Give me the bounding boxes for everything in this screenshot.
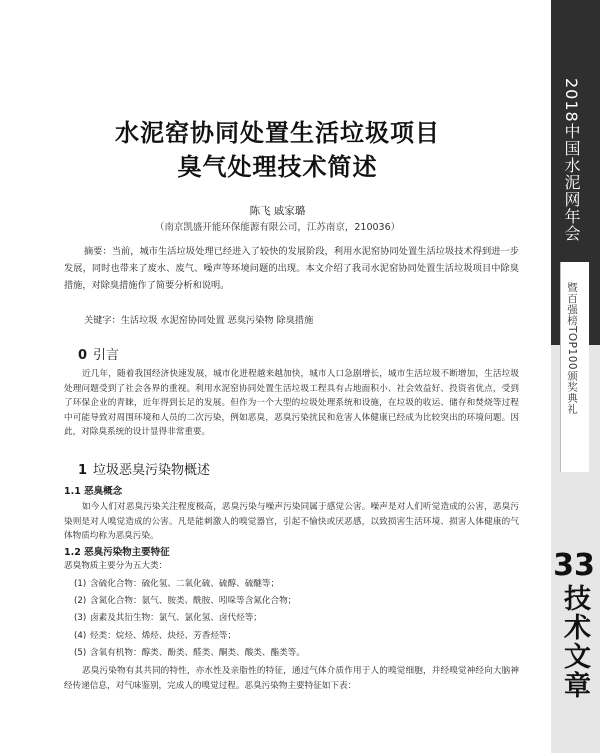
odor-features-paragraph: 恶臭污染物有其共同的特性，亦水性及亲脂性的特征，通过气体介质作用于人的嗅觉细胞，并经嗅觉神经向大脑神经传递信息，对气味鉴别，完成人的嗅觉过程。恶臭污染物主要特征如下表： bbox=[64, 666, 519, 691]
abstract: 摘要：当前，城市生活垃圾处理已经进入了较快的发展阶段，利用水泥窑协同处置生活垃圾技术得到进一步发展，同时也带来了废水、废气、噪声等环境问题的出现。本文介绍了我司水泥窑协同处置生活垃圾项目中除臭措施，对除臭措施作了简要分析和说明。 bbox=[64, 246, 519, 291]
article-title-line1: 水泥窑协同处置生活垃圾项目 bbox=[115, 118, 440, 147]
odor-category-list bbox=[74, 576, 514, 662]
subsection-heading-1-1: 1.1 恶臭概念 bbox=[64, 486, 123, 497]
list-marker: (3) bbox=[74, 613, 87, 624]
list-marker: (1) bbox=[74, 579, 87, 589]
section-title: 垃圾恶臭污染物概述 bbox=[93, 463, 211, 478]
list-item bbox=[74, 576, 514, 593]
section-label: 技术文章 bbox=[559, 584, 590, 700]
odor-concept-paragraph: 如今人们对恶臭污染关注程度极高，恶臭污染与噪声污染同属于感觉公害。噪声是对人们听觉造成的公害，恶臭污染则是对人嗅觉造成的公害。凡是能刺激人的嗅觉器官，引起不愉快或厌恶感，以致损害生活环境、损害人体健康的气体物质均称为恶臭污染。 bbox=[64, 502, 519, 542]
list-item bbox=[74, 593, 514, 610]
list-item-text: 烃类：烷烃、烯烃、炔烃、芳香烃等； bbox=[90, 630, 237, 641]
section-heading-intro bbox=[78, 344, 119, 363]
list-item-text: 含硫化合物：硫化氢、二氧化硫、硫醇、硫醚等； bbox=[90, 579, 280, 589]
list-item bbox=[74, 610, 514, 627]
list-marker: (2) bbox=[74, 596, 87, 607]
list-marker: (5) bbox=[74, 647, 87, 658]
section-heading-overview bbox=[78, 459, 210, 478]
subsection-heading-1-2: 1.2 恶臭污染物主要特征 bbox=[64, 547, 170, 558]
list-marker: (4) bbox=[74, 630, 87, 641]
list-item-text: 卤素及其衍生物：氯气、氯化氢、卤代烃等； bbox=[90, 613, 262, 624]
article-title-line2: 臭气处理技术简述 bbox=[177, 152, 378, 181]
conference-title: 2018中国水泥网年会 bbox=[562, 78, 581, 242]
keywords: 关键字：生活垃圾 水泥窑协同处置 恶臭污染物 除臭措施 bbox=[84, 315, 314, 326]
affiliation: （南京凯盛开能环保能源有限公司，江苏南京，210036） bbox=[154, 222, 401, 233]
list-item bbox=[74, 645, 514, 662]
list-item-text: 含氮化合物：氨气、胺类、酰胺、吲哚等含氮化合物； bbox=[90, 596, 297, 607]
ranking-label: 暨百强榜TOP100颁奖典礼 bbox=[566, 282, 578, 415]
authors: 陈飞 戚家璐 bbox=[249, 205, 306, 217]
categories-intro: 恶臭物质主要分为五大类： bbox=[64, 561, 168, 571]
section-title: 引言 bbox=[93, 348, 120, 363]
list-item bbox=[74, 628, 514, 645]
page-number: 33 bbox=[553, 548, 595, 583]
section-number: 1 bbox=[78, 463, 88, 478]
list-item-text: 含氧有机物：醇类、酚类、醛类、酮类、酸类、酯类等。 bbox=[90, 647, 305, 658]
intro-paragraph: 近几年，随着我国经济快速发展，城市化进程越来越加快，城市人口急剧增长，城市生活垃圾不断增加，生活垃圾处理问题受到了社会各界的重视。利用水泥窑协同处置生活垃圾工程具有占地面积小、社会效益好、投资省优点，受到了环保企业的青睐，近年得到长足的发展。但作为一个大型的垃圾处理系统和设施，在垃圾的收运、储存和焚烧等过程中可能导致对周围环境和人员的二次污染，例如恶臭，恶臭污染扰民和危害人体健康已经成为比较突出的环境问题。因此，对除臭系统的设计显得非常重要。 bbox=[64, 369, 519, 438]
section-number: 0 bbox=[78, 348, 88, 363]
